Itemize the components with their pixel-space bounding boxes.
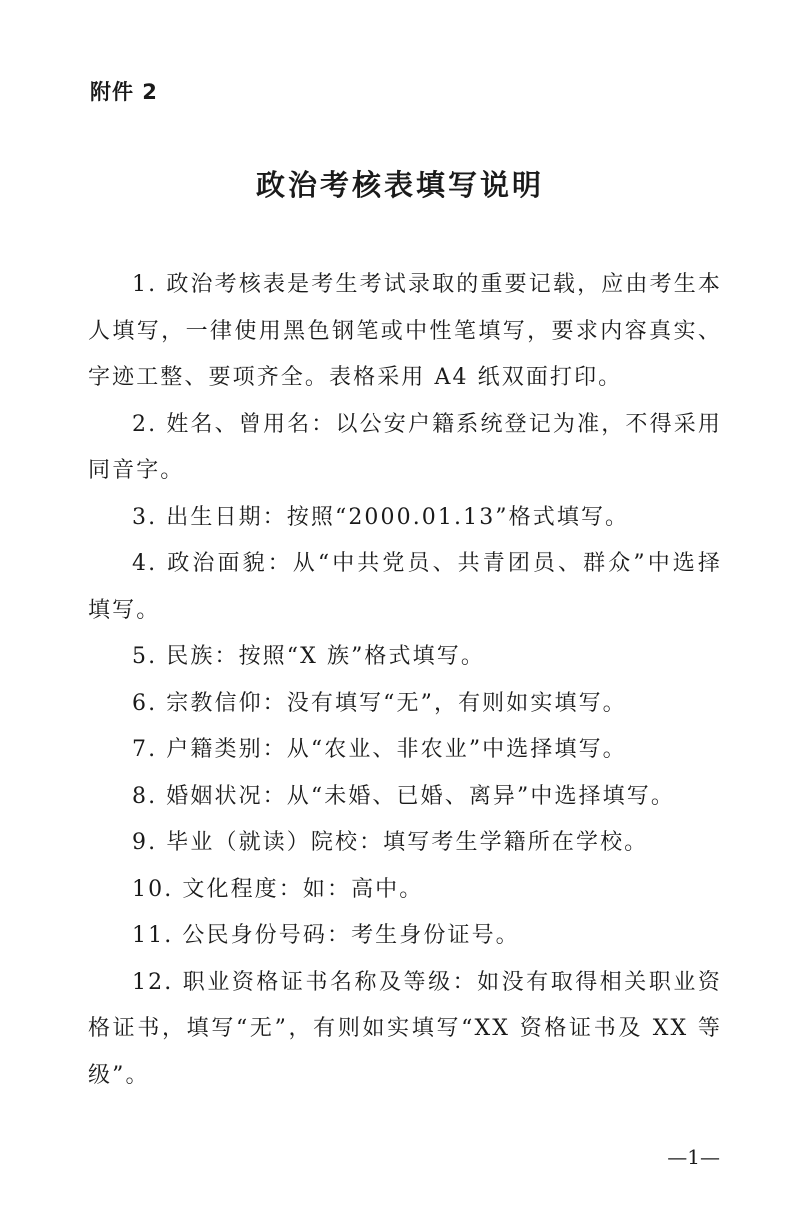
- instructions-body: [88, 262, 722, 1099]
- instruction-item-2: 2. 姓名、曾用名：以公安户籍系统登记为准，不得采用同音字。: [88, 411, 722, 483]
- instruction-item-9: 9. 毕业（就读）院校：填写考生学籍所在学校。: [132, 830, 649, 855]
- instruction-item-1: 1. 政治考核表是考生考试录取的重要记载，应由考生本人填写，一律使用黑色钢笔或中性笔填写，要求内容真实、字迹工整、要项齐全。表格采用 A4 纸双面打印。: [88, 272, 722, 390]
- instruction-item-10: 10. 文化程度：如：高中。: [132, 876, 424, 902]
- instruction-item-11: 11. 公民身份号码：考生身份证号。: [132, 923, 520, 948]
- instruction-item-4: 4. 政治面貌：从“中共党员、共青团员、群众”中选择填写。: [88, 551, 722, 623]
- page-number: —1—: [667, 1145, 720, 1169]
- instruction-item-3: 3. 出生日期：按照“2000.01.13”格式填写。: [132, 504, 630, 530]
- instruction-item-5: 5. 民族：按照“X 族”格式填写。: [132, 644, 485, 669]
- instruction-item-12: 12. 职业资格证书名称及等级：如没有取得相关职业资格证书，填写“无”，有则如实填写“XX 资格证书及 XX 等级”。: [88, 969, 722, 1088]
- document-title: 政治考核表填写说明: [255, 168, 544, 202]
- instruction-item-8: 8. 婚姻状况：从“未婚、已婚、离异”中选择填写。: [132, 783, 675, 809]
- attachment-label: 附件 2: [90, 80, 158, 104]
- instruction-item-7: 7. 户籍类别：从“农业、非农业”中选择填写。: [132, 737, 627, 762]
- instruction-item-6: 6. 宗教信仰：没有填写“无”，有则如实填写。: [132, 690, 627, 716]
